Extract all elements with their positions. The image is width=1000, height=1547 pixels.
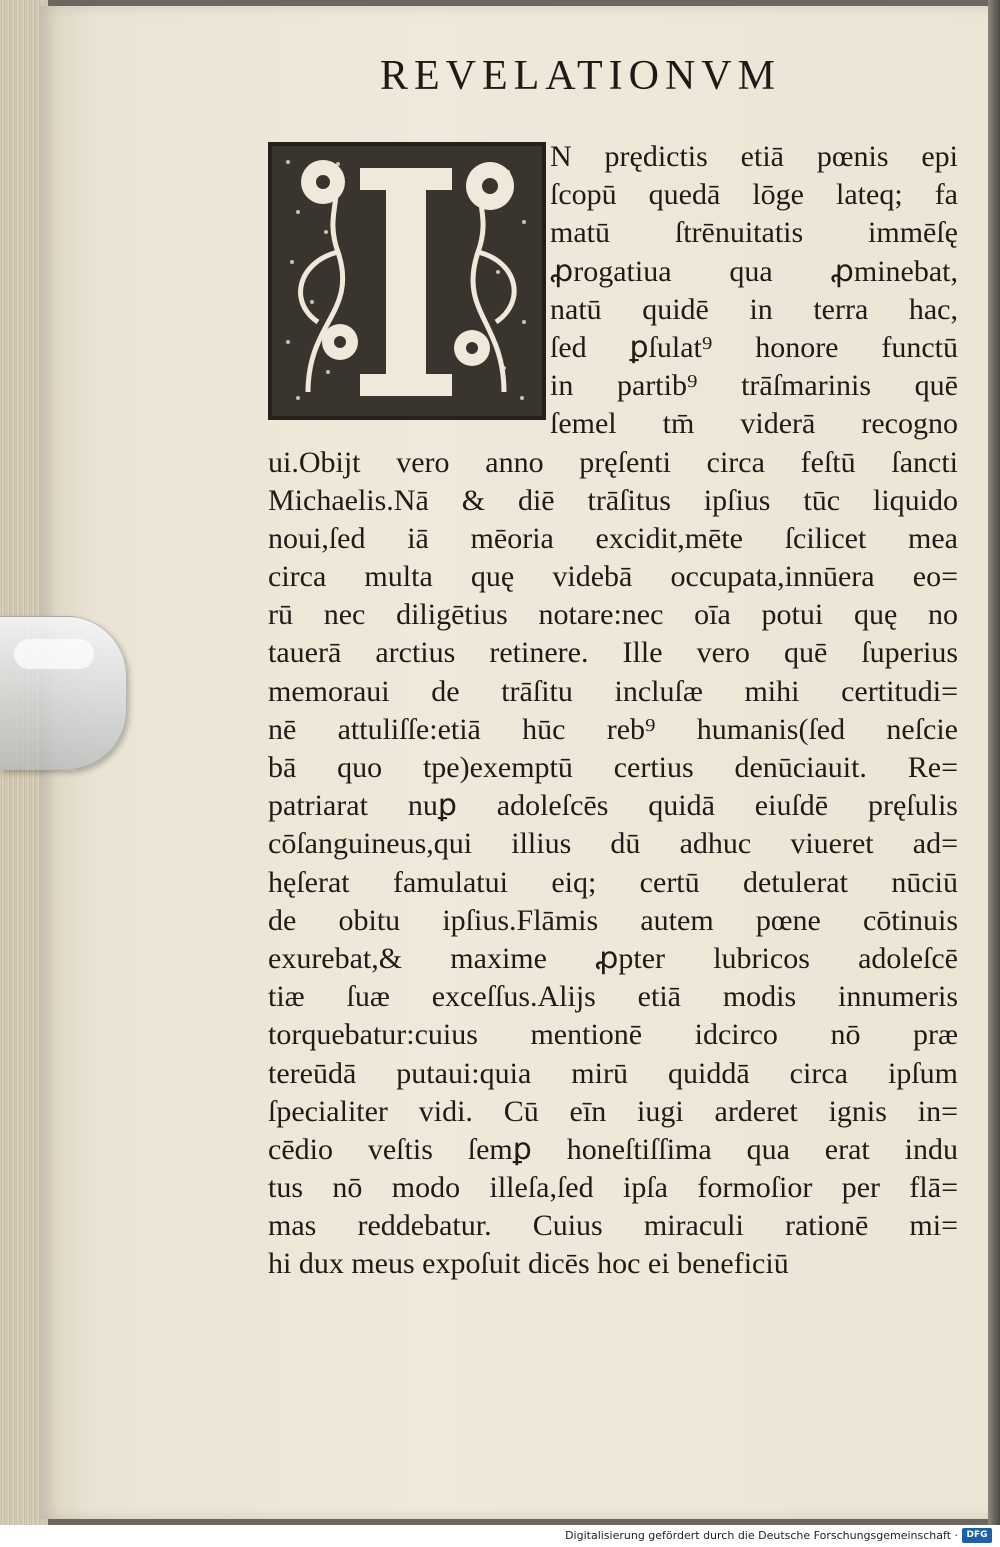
text-line: cōſanguineus,qui illius dū adhuc viueret ad= <box>268 827 958 861</box>
text-line: rū nec diligētius notare:nec oīa potui quę no <box>268 598 958 632</box>
text-line: ſcopū quedā lōge lateq; fa <box>550 178 958 212</box>
text-line: tus nō modo illeſa,ſed ipſa formoſior per flā= <box>268 1171 958 1205</box>
text-line: ſed ꝑſulat⁹ honore functū <box>550 330 958 364</box>
text-line: circa multa quę videbā occupata,innūera eo= <box>268 560 958 594</box>
text-line: noui,ſed iā mēoria excidit,mēte ſcilicet mea <box>268 521 958 555</box>
dfg-logo[interactable]: DFG <box>962 1528 992 1543</box>
text-block <box>268 138 958 1284</box>
text-line: ꝓrogatiua qua ꝓminebat, <box>550 254 958 288</box>
text-line: de obitu ipſius.Flāmis autem pœne cōtinuis <box>268 903 958 937</box>
text-line: tauerā arctius retinere. Ille vero quē ſuperius <box>268 636 958 670</box>
text-line: Michaelis.Nā & diē trāſitus ipſius tūc liquido <box>268 483 958 517</box>
facing-page-edge <box>988 0 1000 1525</box>
text-line: nē attuliſſe:etiā hūc reb⁹ humanis(ſed neſcie <box>268 712 958 746</box>
text-line: torquebatur:cuius mentionē idcirco nō præ <box>268 1018 958 1052</box>
text-line: hi dux meus expoſuit dicēs hoc ei beneficiū <box>268 1247 789 1281</box>
text-line: patriarat nuꝑ adoleſcēs quidā eiuſdē pręſulis <box>268 789 958 823</box>
text-line: ſpecialiter vidi. Cū eīn iugi arderet ignis in= <box>268 1094 958 1128</box>
text-line: bā quo tpe)exemptū certius denūciauit. Re= <box>268 751 958 784</box>
text-line: ſemel tm̄ viderā recogno <box>550 407 958 441</box>
running-head: REVELATIONVM <box>380 53 781 99</box>
text-line: natū quidē in terra hac, <box>550 292 958 326</box>
footer-credit: Digitalisierung gefördert durch die Deutsche Forschungsgemeinschaft · <box>565 1529 958 1542</box>
text-line: mas reddebatur. Cuius miraculi rationē mi= <box>268 1209 958 1243</box>
footer-bar <box>0 1525 1000 1547</box>
text-line: memoraui de trāſitu incluſæ mihi certitudi= <box>268 674 958 708</box>
text-line: exurebat,& maxime ꝓpter lubricos adoleſcē <box>268 941 958 975</box>
text-line: cēdio veſtis ſemꝑ honeſtiſſima qua erat indu <box>268 1132 958 1166</box>
text-line: ui.Obijt vero anno pręſenti circa feſtū ſancti <box>268 445 958 479</box>
text-line: N prędictis etiā pœnis epi <box>550 140 958 173</box>
page-clip <box>0 616 127 770</box>
text-line: matū ſtrēnuitatis immēſę <box>550 216 958 250</box>
text-line: hęſerat famulatui eiq; certū detulerat nūciū <box>268 865 958 899</box>
text-line: tiæ ſuæ exceſſus.Alijs etiā modis innumeris <box>268 980 958 1014</box>
text-line: in partib⁹ trāſmarinis quē <box>550 369 958 403</box>
text-line: tereūdā putaui:quia mirū quiddā circa ipſum <box>268 1056 958 1090</box>
